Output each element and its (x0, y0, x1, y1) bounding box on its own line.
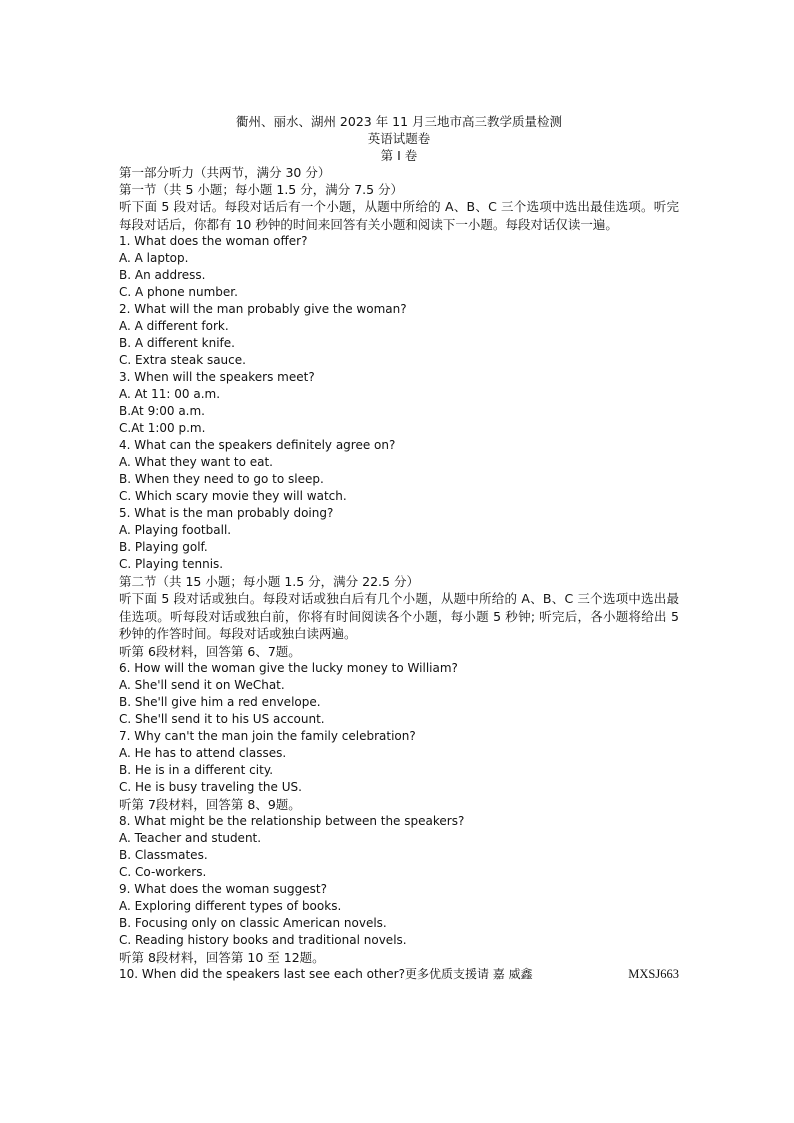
question-text: 3. When will the speakers meet? (119, 370, 315, 384)
answer-option: C. Playing tennis. (119, 557, 224, 571)
question-text: 8. What might be the relationship between the speakers? (119, 813, 465, 828)
answer-option: B. He is in a different city. (119, 762, 274, 777)
material-7-label: 听第 7段材料，回答第 8、9题。 (119, 796, 301, 812)
answer-option: C. He is busy traveling the US. (119, 779, 302, 794)
answer-option: C. Extra steak sauce. (119, 353, 246, 367)
answer-option: A. At 11: 00 a.m. (119, 387, 221, 401)
answer-option: C. She'll send it to his US account. (119, 711, 325, 726)
question-text: 7. Why can't the man join the family celebration? (119, 728, 416, 743)
answer-option: A. Teacher and student. (119, 830, 262, 845)
section2-heading: 第二节（共 15 小题；每小题 1.5 分，满分 22.5 分） (119, 574, 419, 589)
answer-option: B. Classmates. (119, 847, 208, 862)
question-text: 9. What does the woman suggest? (119, 881, 327, 896)
answer-option: B. She'll give him a red envelope. (119, 694, 321, 709)
answer-option: C. Co-workers. (119, 864, 207, 879)
material-6-questions (119, 660, 679, 796)
material-7-questions (119, 813, 679, 949)
answer-option: A. Exploring different types of books. (119, 898, 342, 913)
section1-questions (119, 233, 679, 573)
section1-instructions: 听下面 5 段对话。每段对话后有一个小题，从题中所给的 A、B、C 三个选项中选出最佳选项。听完每段对话后，你都有 10 秒钟的时间来回答有关小题和阅读下一小题。每段对话仅读一遍。 (119, 199, 679, 232)
volume-label: 第 I 卷 (380, 148, 418, 163)
answer-option: A. Playing football. (119, 523, 232, 537)
section2-instructions: 听下面 5 段对话或独白。每段对话或独白后有几个小题，从题中所给的 A、B、C 三个选项中选出最佳选项。听每段对话或独白前，你将有时间阅读各个小题，每小题 5 秒钟; 听完后，各小题将给出 5 秒钟的作答时间。每段对话或独白读两遍。 (119, 591, 679, 641)
question-text: 2. What will the man probably give the woman? (119, 302, 407, 316)
answer-option: A. He has to attend classes. (119, 745, 287, 760)
answer-option: B. A different knife. (119, 336, 235, 350)
answer-option: B. Focusing only on classic American novels. (119, 915, 387, 930)
section1-heading: 第一节（共 5 小题；每小题 1.5 分，满分 7.5 分） (119, 182, 404, 197)
answer-option: B. An address. (119, 268, 206, 282)
exam-title: 衢州、丽水、湖州 2023 年 11 月三地市高三教学质量检测 (235, 114, 563, 129)
answer-option: B. Playing golf. (119, 540, 208, 554)
document-code: MXSJ663 (628, 966, 679, 981)
answer-option: C.At 1:00 p.m. (119, 421, 206, 435)
question-text: 6. How will the woman give the lucky money to William? (119, 660, 458, 675)
answer-option: C. Which scary movie they will watch. (119, 489, 347, 503)
material-6-label: 听第 6段材料，回答第 6、7题。 (119, 643, 301, 659)
answer-option: B. When they need to go to sleep. (119, 472, 324, 486)
answer-option: A. A laptop. (119, 251, 189, 265)
answer-option: A. She'll send it on WeChat. (119, 677, 285, 692)
exam-subtitle: 英语试题卷 (367, 131, 431, 146)
part1-heading: 第一部分听力（共两节，满分 30 分） (119, 165, 331, 180)
answer-option: B.At 9:00 a.m. (119, 404, 205, 418)
question-text: 4. What can the speakers definitely agree on? (119, 438, 396, 452)
question-text: 5. What is the man probably doing? (119, 506, 334, 520)
answer-option: C. Reading history books and traditional novels. (119, 932, 407, 947)
last-line (119, 966, 679, 983)
exam-page (119, 113, 679, 983)
question-text: 1. What does the woman offer? (119, 234, 308, 248)
answer-option: A. A different fork. (119, 319, 229, 333)
answer-option: A. What they want to eat. (119, 455, 273, 469)
material-8-label: 听第 8段材料，回答第 10 至 12题。 (119, 949, 325, 965)
answer-option: C. A phone number. (119, 285, 238, 299)
question-10: 10. When did the speakers last see each other?更多优质支援请 嘉 威鑫 (119, 966, 533, 981)
